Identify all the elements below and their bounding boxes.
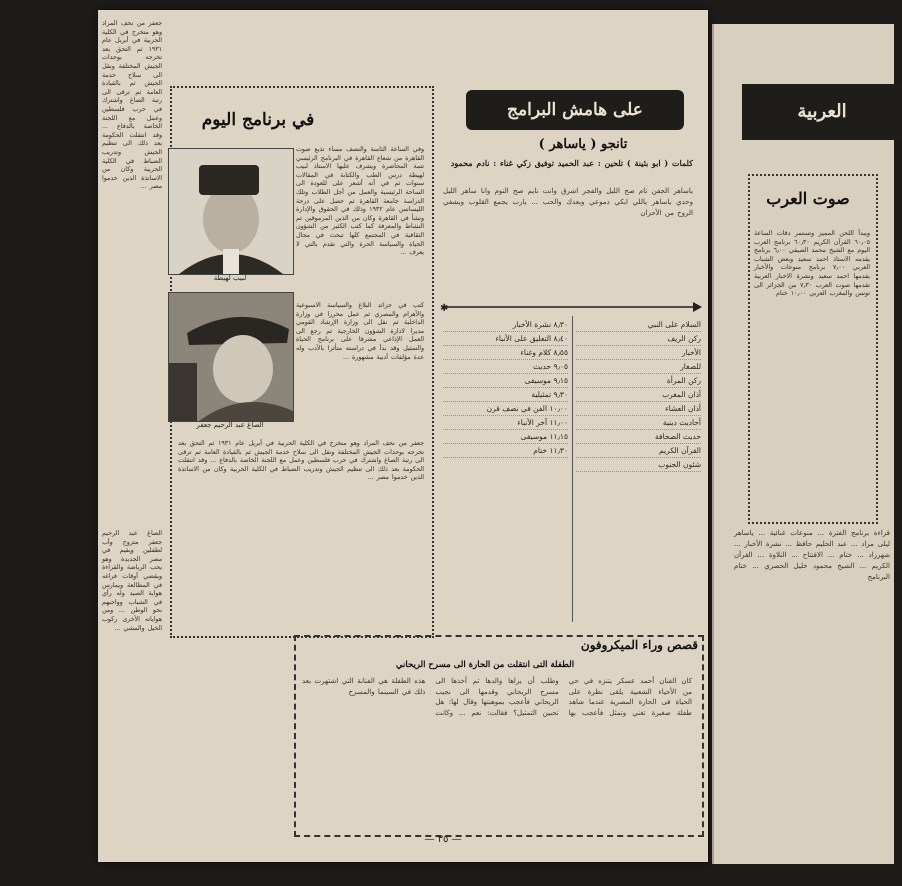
- schedule-item: السلام على النبي: [576, 318, 701, 332]
- schedule-item: ١٠٫٠٠ الفن في نصف قرن: [443, 402, 568, 416]
- portrait-photo-jaafar: [168, 292, 294, 422]
- schedule-item: ٩٫٠٥ حديث: [443, 360, 568, 374]
- schedule-item: ٩٫٣٠ تمثيلية: [443, 388, 568, 402]
- left-margin-text: جعفر من نحف المراد وهو متخرج في الكلية الحربية في أبريل عام ١٩٣١ ثم التحق بعد تخرجه بوحدات الجيش المختلفة ونقل الى سلاح خدمة الجيش ثم بالقيادة العامة ثم ترقى الى رتبة الصاغ واشترك في حرب فلسطين وعمل مع اللجنة الخاصة بالدفاع ... وقد انتقلت الحكومة بعد ذلك الى تنظيم الجيش وتدريب الضباط في الكلية الحربية وكان من الاساتذة الذين خدموا مصر ...: [102, 20, 162, 191]
- schedule-item: القرآن الكريم: [576, 444, 701, 458]
- bio-text-3: الصاغ عبد الرحيم جعفر متزوج وأب لطفلين ويقيم في مصر الجديدة وهو يحب الرياضة والقراءة ويقضي أوقات فراغه في المطالعة ويمارس هواية الصيد وله رأي في الشباب وواجبهم نحو الوطن ... ومن هواياته الأخرى ركوب الخيل والمشي ...: [102, 530, 162, 632]
- song-lyrics: ياساهر الجفن تام صح الليل والفجر اشرق وانت نايم صح النوم وانا ساهر الليل وحدي ياساهر ياللي ابكي دموعي وبعدك والحب ... يارب يجمع القلوب ويشفي الروح من الأحزان: [443, 187, 693, 217]
- page-number: — ٣٥ —: [424, 834, 462, 845]
- schedule-item: أذان المغرب: [576, 388, 701, 402]
- schedule-item: ركن المرأة: [576, 374, 701, 388]
- schedule-item: ٨٫٥٥ كلام وغناء: [443, 346, 568, 360]
- story-subtitle: الطفلة التى انتقلت من الحارة الى مسرح الريحاني: [395, 660, 575, 670]
- section-title: في برنامج اليوم: [201, 110, 315, 130]
- schedule-item: للصغار: [576, 360, 701, 374]
- schedule-left-list: [443, 318, 568, 608]
- schedule-item: ٩٫١٥ موسيقى: [443, 374, 568, 388]
- section-banner: على هامش البرامج: [466, 90, 684, 130]
- right-page: [712, 24, 894, 864]
- portrait-illustration: [169, 149, 293, 274]
- sawt-box-text: ويبدأ اللحن المميز وتستمر دقات الساعة ٦٠٫٠٥ القرآن الكريم ٦٠٫٣٠ برنامج العرب اليوم مع الشيخ محمد الصيفي ٦٫٠٠ برنامج يقدمه الاستاذ احمد سعيد وبعض الشباب العربي ٧٫٠٠ برنامج منوعات والأخبار يقدمها احمد سعيد ونشرة الاخبار العربية تقدمها صوت العرب ٧٫٣٠ من الجزائر الى تونس والمغرب العربي ١٠٫٠٠ ختام: [754, 230, 870, 298]
- schedule-item: ٨٫٣٠ نشرة الأخبار: [443, 318, 568, 332]
- schedule-item: ركن الريف: [576, 332, 701, 346]
- story-text: كان الفنان أحمد عسكر يتنزه في حي من الأحياء الشعبية يلقى نظرة على الحياة فى الحارة المصرية عندما شاهد طفلة صغيرة تغني وتمثل فأعجب بها وطلب أن يراها والدها ثم أخذها الى مسرح الريحاني وقدمها الى نجيب الريحاني فأعجب بموهبتها وقال لها: هل تحبين التمثيل؟ فقالت: نعم ... وكانت هذه الطفلة هي الفنانة التي اشتهرت بعد ذلك في السينما والمسرح: [302, 677, 692, 717]
- sawt-box-title: صوت العرب: [766, 189, 850, 208]
- intro-text: وفي الساعة الثامنة والنصف مساء تذيع صوت القاهرة من شعاع القاهرة في البرنامج الرئيسي تتمة المحاضرة ويشرف عليها الاستاذ لبيب لهيطة درس الطب والكتابة في المقالات سنوات ثم في أنه أشعر على للعودة الى الساحة الرئيسية والعمل من أجل الطلاب وتلك الدراسة جامعة القاهرة ثم حصل على درجة الليسانس عام ١٩٣٢ وذلك في الحقوق والإدارة ونشأ في القاهرة وكان من الذين المرموقين ثم النشاط والمعرفة كما كتب الكثير من الشؤون الثقافية في المجتمع كلها تبحث في مجال الحياة والسياسة الحرة والتي تقدم بالتي لا يعرف ...: [296, 146, 424, 257]
- right-banner: العربية: [742, 84, 902, 140]
- left-page: [98, 10, 708, 862]
- schedule-item: ١١٫٠٠ آخر الأنباء: [443, 416, 568, 430]
- schedule-item: شئون الجنوب: [576, 458, 701, 472]
- svg-text:✱: ✱: [440, 303, 449, 314]
- arrow-divider: [438, 300, 704, 314]
- song-credits: كلمات ( ابو بثينة ) تلحين : عبد الحميد توفيق زكي غناء : نادم محمود: [450, 158, 693, 168]
- schedule-item: حديث الصحافة: [576, 430, 701, 444]
- schedule-item: أحاديث دينية: [576, 416, 701, 430]
- story-title: قصص وراء الميكروفون: [580, 638, 698, 652]
- photo-caption-labib: لبيب لهيطة: [213, 274, 247, 282]
- schedule-item: ٨٫٤٠ التعليق على الأنباء: [443, 332, 568, 346]
- portrait-photo-labib: [168, 148, 294, 275]
- schedule-item: أذان العشاء: [576, 402, 701, 416]
- right-list: قراءة برنامج الفترة ... منوعات غنائية ... ياساهر ليلى مراد ... عبد الحليم حافظ ... نشرة الأخبار ... شهرزاد ... ختام ... الافتتاح ... التلاوة ... القرآن الكريم ... الشيخ محمود خليل الحصري ... ختام البرنامج: [734, 529, 890, 581]
- schedule-right-list: [576, 318, 701, 608]
- officer-illustration: [169, 293, 293, 421]
- column-divider: [572, 316, 573, 622]
- song-title: تانجو ( ياساهر ): [538, 137, 628, 152]
- schedule-item: ١١٫٣٠ ختام: [443, 444, 568, 458]
- photo-caption-jaafar: الصاغ عبد الرحيم جعفر: [196, 421, 264, 429]
- bio-text: كتب في جرائد البلاغ والسياسة الاسبوعية والأهرام والمصري ثم عمل محررا في وزارة الداخلية ثم نقل الى وزارة الإرشاد القومي مديرا لادارة الشؤون الخارجية ثم رجع الى العمل الإذاعي مشرفا على برنامج الحياة والتمثيل وقد بدأ في دراسته متأثرا بالأدب وله عدة مؤلفات أدبية مشهورة ...: [296, 302, 424, 361]
- bio-text-2: جعفر من نحف المراد وهو متخرج في الكلية الحربية في أبريل عام ١٩٣١ ثم التحق بعد تخرجه بوحدات الجيش المختلفة ونقل الى سلاح خدمة الجيش ثم بالقيادة العامة ثم ترقى الى رتبة الصاغ واشترك في حرب فلسطين وعمل مع اللجنة الخاصة بالدفاع ... وقد انتقلت الحكومة بعد ذلك الى تنظيم الجيش وتدريب الضباط في الكلية الحربية وكان من الاساتذة الذين خدموا مصر ...: [178, 440, 424, 482]
- schedule-item: الأخبار: [576, 346, 701, 360]
- schedule-item: ١١٫١٥ موسيقى: [443, 430, 568, 444]
